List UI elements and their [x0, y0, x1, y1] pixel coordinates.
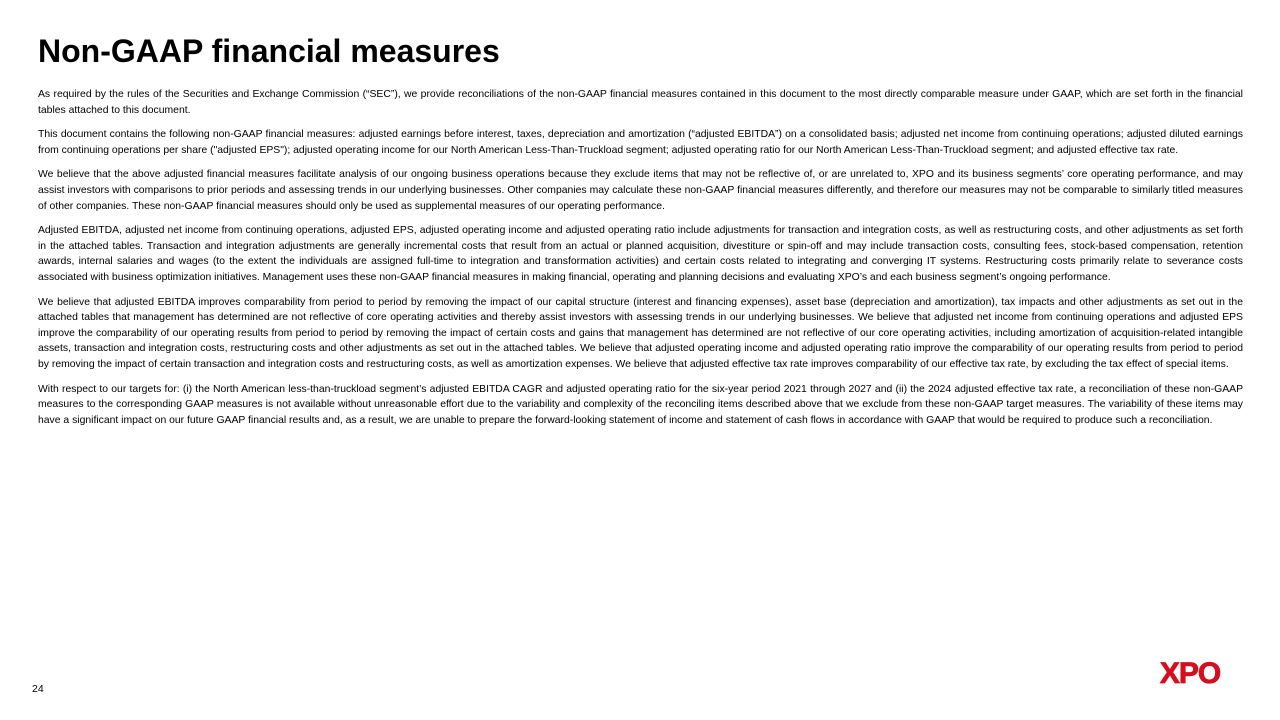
paragraph: We believe that the above adjusted financial measures facilitate analysis of our ongoing business operations because they exclude items that may not be reflective of, or are unrelated to, XPO and its business segments’ core operating performance, and may assist investors with comparisons to prior periods and assessing trends in our underlying businesses. Other companies may calculate these non-GAAP financial measures differently, and therefore our measures may not be comparable to similarly titled measures of other companies. These non-GAAP financial measures should only be used as supplemental measures of our operating performance. [38, 169, 1243, 212]
page-title: Non-GAAP financial measures [38, 33, 500, 69]
paragraph: With respect to our targets for: (i) the North American less-than-truckload segment’s adjusted EBITDA CAGR and adjusted operating ratio for the six-year period 2021 through 2027 and (ii) the 2024 adjusted effective tax rate, a reconciliation of these non-GAAP measures to the corresponding GAAP measures is not available without unreasonable effort due to the variability and complexity of the reconciling items described above that we exclude from these non-GAAP target measures. The variability of these items may have a significant impact on our future GAAP financial results and, as a result, we are unable to prepare the forward-looking statement of income and statement of cash flows in accordance with GAAP that would be required to produce such a reconciliation. [38, 383, 1243, 426]
page-number: 24 [32, 683, 44, 695]
xpo-logo-icon [1152, 656, 1228, 688]
paragraph: This document contains the following non-GAAP financial measures: adjusted earnings before interest, taxes, depreciation and amortization (“adjusted EBITDA”) on a consolidated basis; adjusted net income from continuing operations; adjusted diluted earnings from continuing operations per share ("adjusted EPS"); adjusted operating income for our North American Less-Than-Truckload segment; adjusted operating ratio for our North American Less-Than-Truckload segment; and adjusted effective tax rate. [38, 129, 1243, 156]
xpo-logo-text: XPO [1159, 657, 1221, 688]
body-text [38, 87, 1243, 437]
paragraph: As required by the rules of the Securities and Exchange Commission (“SEC”), we provide reconciliations of the non-GAAP financial measures contained in this document to the most directly comparable measure under GAAP, which are set forth in the financial tables attached to this document. [38, 89, 1243, 116]
paragraph: Adjusted EBITDA, adjusted net income from continuing operations, adjusted EPS, adjusted operating income and adjusted operating ratio include adjustments for transaction and integration costs, as well as restructuring costs, and other adjustments as set forth in the attached tables. Transaction and integration adjustments are generally incremental costs that result from an actual or planned acquisition, divestiture or spin-off and may include transaction costs, consulting fees, stock-based compensation, retention awards, internal salaries and wages (to the extent the individuals are assigned full-time to integration and transformation activities) and certain costs related to integrating and converging IT systems. Restructuring costs primarily relate to severance costs associated with business optimization initiatives. Management uses these non-GAAP financial measures in making financial, operating and planning decisions and evaluating XPO’s and each business segment’s ongoing performance. [38, 225, 1243, 283]
paragraph: We believe that adjusted EBITDA improves comparability from period to period by removing the impact of our capital structure (interest and financing expenses), asset base (depreciation and amortization), tax impacts and other adjustments as set out in the attached tables that management has determined are not reflective of core operating activities and thereby assist investors with assessing trends in our underlying businesses. We believe that adjusted net income from continuing operations and adjusted EPS improve the comparability of our operating results from period to period by removing the impact of certain costs and gains that management has determined are not reflective of our core operating activities, including amortization of acquisition-related intangible assets, transaction and integration costs, restructuring costs and other adjustments as set out in the attached tables. We believe that adjusted operating income and adjusted operating ratio improve the comparability of our operating results from period to period by removing the impact of certain transaction and integration costs and restructuring costs, as well as amortization expenses. We believe that adjusted effective tax rate improves comparability of our effective tax rate, by excluding the tax effect of special items. [38, 296, 1243, 370]
